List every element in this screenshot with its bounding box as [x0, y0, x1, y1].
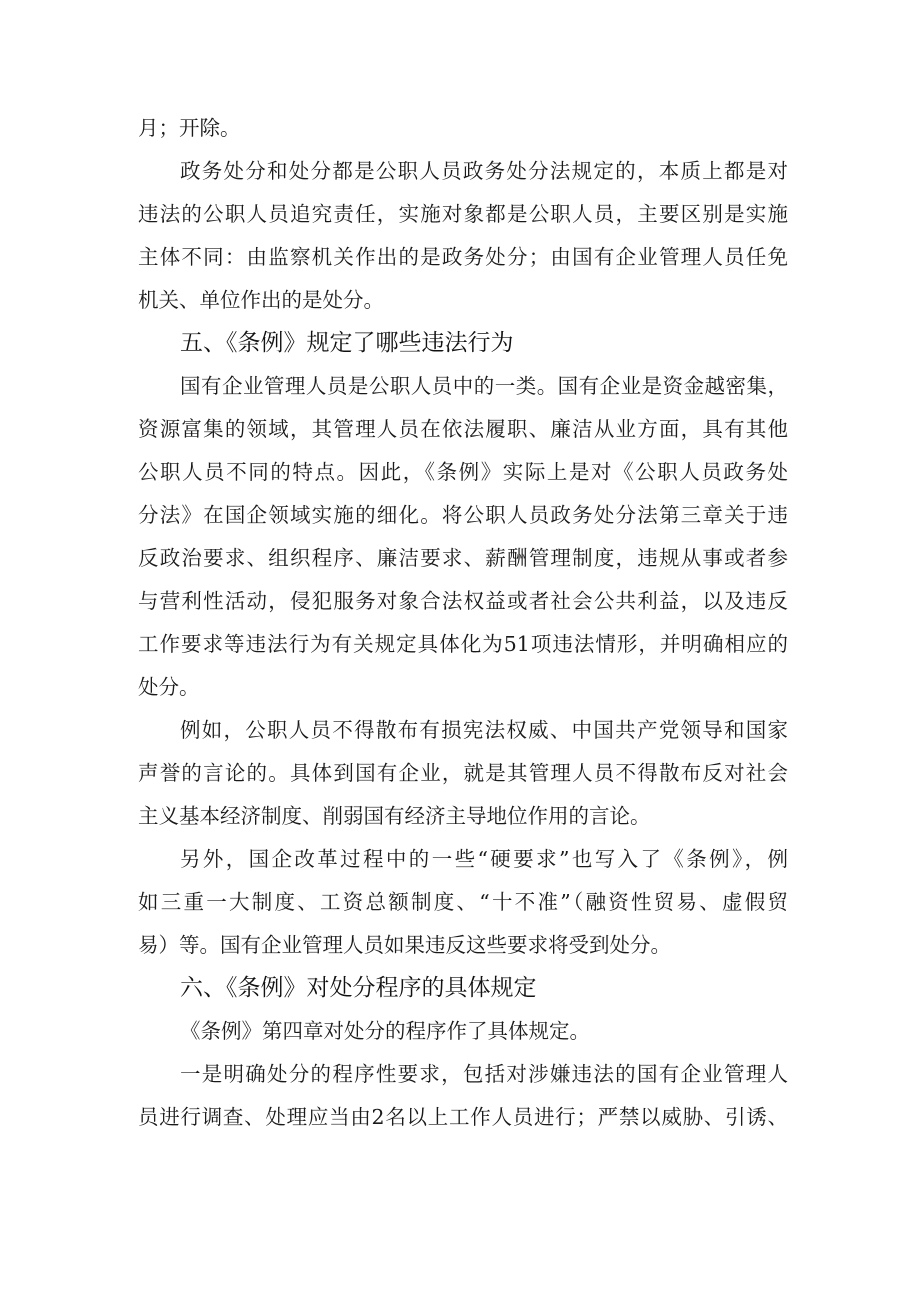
paragraph-line: 国有企业管理人员是公职人员中的一类。国有企业是资金越密集， [180, 374, 788, 398]
paragraph-line: 《条例》第四章对处分的程序作了具体规定。 [180, 1019, 590, 1043]
paragraph-line: 主义基本经济制度、削弱国有经济主导地位作用的言论。 [138, 804, 651, 828]
paragraph-line: 易）等。国有企业管理人员如果违反这些要求将受到处分。 [138, 933, 671, 957]
paragraph-line: 公职人员不同的特点。因此，《条例》实际上是对《公职人员政务处 [138, 460, 788, 484]
paragraph-line: 处分。 [138, 675, 200, 699]
paragraph-line: 例如，公职人员不得散布有损宪法权威、中国共产党领导和国家 [180, 718, 788, 742]
paragraph-line: 一是明确处分的程序性要求，包括对涉嫌违法的国有企业管理人 [180, 1062, 788, 1086]
paragraph-line: 声誉的言论的。具体到国有企业，就是其管理人员不得散布反对社会 [138, 761, 788, 785]
paragraph-line: 资源富集的领域，其管理人员在依法履职、廉洁从业方面，具有其他 [138, 417, 788, 441]
paragraph-line: 月；开除。 [138, 116, 241, 140]
paragraph-line: 与营利性活动，侵犯服务对象合法权益或者社会公共利益，以及违反 [138, 589, 788, 613]
section-heading-6: 六、《条例》对处分程序的具体规定 [180, 975, 537, 1001]
paragraph-line: 政务处分和处分都是公职人员政务处分法规定的，本质上都是对 [180, 159, 788, 183]
paragraph-line: 分法》在国企领域实施的细化。将公职人员政务处分法第三章关于违 [138, 503, 788, 527]
paragraph-line: 反政治要求、组织程序、廉洁要求、薪酬管理制度，违规从事或者参 [138, 546, 788, 570]
paragraph-line: 员进行调查、处理应当由2名以上工作人员进行；严禁以威胁、引诱、 [138, 1105, 788, 1129]
paragraph-line: 违法的公职人员追究责任，实施对象都是公职人员，主要区别是实施 [138, 202, 788, 226]
paragraph-line: 工作要求等违法行为有关规定具体化为51项违法情形，并明确相应的 [138, 632, 788, 656]
section-heading-5: 五、《条例》规定了哪些违法行为 [180, 330, 514, 356]
paragraph-line: 如三重一大制度、工资总额制度、“十不准”（融资性贸易、虚假贸 [138, 890, 788, 914]
paragraph-line: 另外，国企改革过程中的一些“硬要求”也写入了《条例》，例 [180, 847, 788, 871]
paragraph-line: 机关、单位作出的是处分。 [138, 288, 384, 312]
paragraph-line: 主体不同：由监察机关作出的是政务处分；由国有企业管理人员任免 [138, 245, 788, 269]
